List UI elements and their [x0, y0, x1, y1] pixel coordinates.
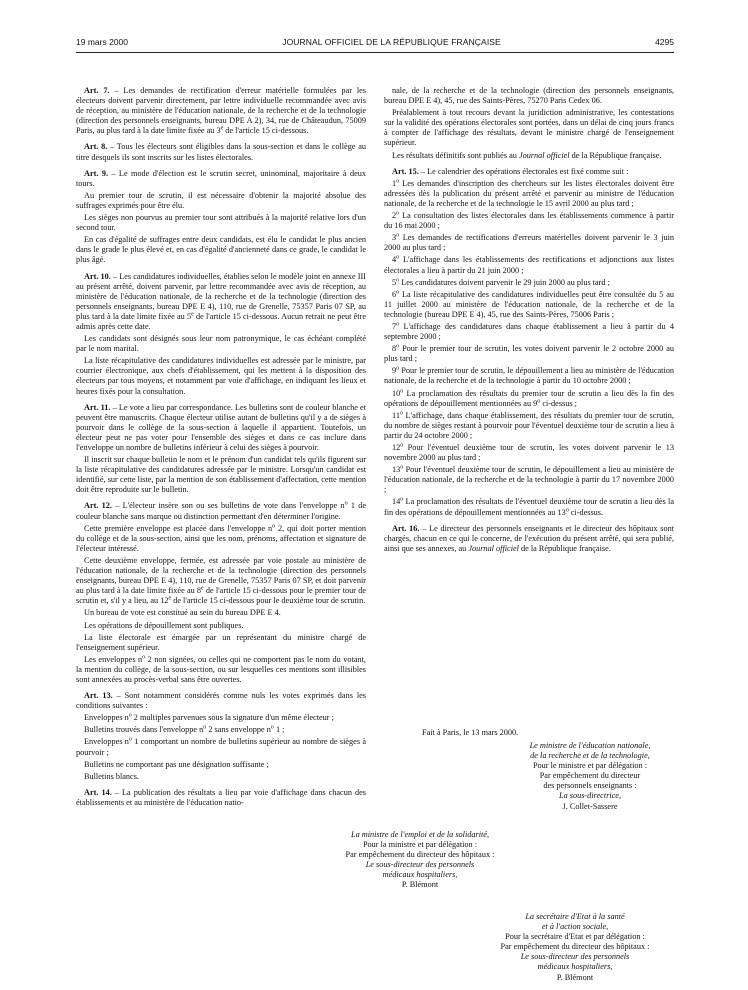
- article-label: Art. 8.: [84, 142, 108, 152]
- article-label: Art. 10.: [84, 271, 111, 281]
- right-paragraph: [384, 167, 674, 177]
- paragraph-text: En cas d'égalité de suffrages entre deux candidats, est élu le candidat le plus ancien dans le grade le plus élevé et, en cas d'égalité d'ancienneté dans ce grade, le candidat le plus âgé.: [76, 235, 366, 265]
- right-paragraph: [384, 108, 674, 148]
- right-paragraph: [384, 290, 674, 320]
- left-paragraph: [76, 235, 366, 265]
- paragraph-text: – L'électeur insère son ou ses bulletins de vote dans l'enveloppe $n^o$ 1 de couleur blanche sans marque ou distinction permettant d'en déterminer l'origine.: [76, 500, 366, 521]
- left-paragraph: [76, 191, 366, 211]
- paragraph-text: Les candidats sont désignés sous leur nom patronymique, le cas échéant complété par le nom marital.: [76, 334, 366, 354]
- paragraph-text: – Les demandes de rectification d'erreur matérielle formulées par les électeurs doivent parvenir directement, par lettre individuelle recommandée avec avis de réception, au ministère de l'éducation nationale, de la recherche et de la technologie (direction des personnels enseignants, bureau DPE A 2), 34, rue de Châteaudun, 75009 Paris, au plus tard à la date limite fixée au 3e de l'article 15 ci-dessous.: [76, 86, 366, 136]
- paragraph-text: – Le mode d'élection est le scrutin secret, uninominal, majoritaire à deux tours.: [76, 168, 366, 188]
- left-paragraph: [76, 356, 366, 396]
- paragraph-text: 3$^o$ Les demandes de rectifications d'erreurs matérielles doivent parvenir le 3 juin 2000 au plus tard ;: [384, 232, 674, 253]
- page-header: [76, 35, 674, 49]
- signature-line: La ministre de l'emploi et de la solidarité,: [350, 830, 490, 839]
- right-paragraph: [384, 411, 674, 441]
- paragraph-text: – Les candidatures individuelles, établies selon le modèle joint en annexe III au présent arrêté, doivent parvenir, par lettre recommandée avec avis de réception, au ministère de l'éducation nationale, de la recherche et de la technologie (direction des personnels enseignants, bureau DPE E 4), 110, rue de Grenelle, 75357 Paris 07 SP, au plus tard à la date limite fixée au 5e de l'article 15 ci-dessous. Aucun retrait ne peut être admis après cette date.: [76, 271, 366, 331]
- paragraph-text: 12$^o$ Pour l'éventuel deuxième tour de scrutin, les votes doivent parvenir le 13 novembre 2000 au plus tard ;: [384, 442, 674, 463]
- right-paragraph: [384, 524, 674, 554]
- signature-line: J. Collet-Sassere: [562, 801, 618, 811]
- left-paragraph: [76, 633, 366, 653]
- paragraph-text: 7$^o$ L'affichage des candidatures dans chaque établissement a lieu à partir du 4 septembre 2000 ;: [384, 321, 674, 342]
- left-paragraph: [76, 621, 366, 631]
- italic-text: Journal officiel: [518, 150, 570, 160]
- article-label: Art. 15.: [392, 166, 419, 176]
- left-paragraph: [76, 713, 366, 723]
- paragraph-text: – Le vote a lieu par correspondance. Les bulletins sont de couleur blanche et peuvent être manuscrits. Chaque électeur utilise autant de bulletins qu'il y a de sièges à pourvoir dans le collège de la sous-section à laquelle il appartient. Toutefois, un électeur peut ne pas voter pour l'ensemble des sièges et dans ce cas inclure dans l'enveloppe un nombre de bulletins inférieur à celui des sièges à pourvoir.: [76, 402, 366, 452]
- paragraph-text: – Tous les électeurs sont éligibles dans la sous-section et dans le collège au titre desquels ils sont inscrits sur les listes électorales.: [76, 142, 366, 162]
- right-paragraph: [384, 344, 674, 364]
- article-label: Art. 14.: [84, 787, 112, 797]
- paragraph-text: 8$^o$ Pour le premier tour de scrutin, les votes doivent parvenir le 2 octobre 2000 au plus tard ;: [384, 343, 674, 364]
- article-label: Art. 13.: [84, 691, 113, 701]
- paragraph-text: Les enveloppes $n^o$ 2 non signées, ou celles qui ne comportent pas le nom du votant, la mention du collège, de la sous-section, ou sur lesquelles ces mentions sont illisibles sont annexées au procès-verbal sans être ouvertes.: [76, 654, 366, 684]
- left-paragraph: [76, 86, 366, 136]
- right-paragraph: [384, 151, 674, 161]
- paragraph-text: nale, de la recherche et de la technologie (direction des personnels enseignants, bureau DPE E 4), 45, rue des Saints-Pères, 75270 Paris Cedex 06.: [384, 86, 674, 106]
- signature-line: Le ministre de l'éducation nationale,: [529, 741, 651, 750]
- signature-line: et à l'action sociale,: [541, 922, 609, 932]
- signature-line: médicaux hospitaliers,: [382, 870, 458, 880]
- right-paragraph: [384, 211, 674, 231]
- signature-line: Pour le ministre et par délégation :: [532, 761, 648, 771]
- signature-line: Le sous-directeur des personnels: [520, 952, 630, 962]
- signature-minister-employment: [290, 830, 550, 891]
- right-paragraph: [384, 233, 674, 253]
- paragraph-text: 10$^o$ La proclamation des résultats du premier tour de scrutin a lieu dès la fin des opérations de dépouillement mentionnées au 9$^o$ ci-dessus ;: [384, 387, 674, 408]
- left-paragraph: [76, 334, 366, 354]
- paragraph-text-after: de la République française.: [569, 150, 662, 160]
- article-label: Art. 16.: [392, 523, 420, 533]
- paragraph-text: Bulletins trouvés dans l'enveloppe $n^o$ 2 sans enveloppe $n^o$ 1 ;: [84, 724, 285, 735]
- left-paragraph: [76, 403, 366, 453]
- header-title: JOURNAL OFFICIEL DE LA RÉPUBLIQUE FRANÇAISE: [282, 37, 501, 47]
- left-paragraph: [76, 608, 366, 618]
- paragraph-text: Enveloppes $n^o$ 2 multiples parvenues sous la signature d'un même électeur ;: [84, 712, 334, 723]
- paragraph-text: Au premier tour de scrutin, il est nécessaire d'obtenir la majorité absolue des suffrages exprimés pour être élu.: [76, 190, 366, 210]
- left-paragraph: [76, 737, 366, 757]
- right-paragraph: [384, 255, 674, 275]
- signature-line: des personnels enseignants :: [543, 781, 637, 791]
- right-paragraph: [384, 86, 674, 106]
- paragraph-text: – Sont notamment considérés comme nuls les votes exprimés dans les conditions suivantes :: [76, 691, 366, 711]
- left-paragraph: [76, 725, 366, 735]
- right-paragraph: [384, 497, 674, 517]
- signature-line: La sous-directrice,: [558, 791, 622, 801]
- header-rule: [76, 52, 674, 53]
- left-paragraph: [76, 760, 366, 770]
- done-at: Fait à Paris, le 13 mars 2000.: [422, 728, 519, 737]
- paragraph-text: 4$^o$ L'affichage dans les établissements des rectifications et adjonctions aux listes électorales a lieu à partir du 21 juin 2000 ;: [384, 254, 674, 275]
- paragraph-text: Les opérations de dépouillement sont publiques.: [84, 620, 244, 630]
- left-paragraph: [76, 788, 366, 808]
- paragraph-text: Bulletins ne comportant pas une désignation suffisante ;: [84, 759, 269, 769]
- paragraph-text: 11$^o$ L'affichage, dans chaque établissement, des résultats du premier tour de scrutin, du nombre de sièges restant à pourvoir pour l'éventuel deuxième tour de scrutin a lieu à partir du 24 octobre 2000 ;: [384, 409, 674, 440]
- signature-line: Par empêchement du directeur des hôpitaux :: [345, 850, 495, 860]
- paragraph-text: 14$^o$ La proclamation des résultats de l'éventuel deuxième tour de scrutin a lieu dès la fin des opérations de dépouillement mentionnées au 13$^o$ ci-dessus.: [384, 496, 674, 517]
- signature-secretary-health: [470, 912, 680, 983]
- header-page-number: 4295: [655, 37, 674, 47]
- paragraph-text: Les sièges non pourvus au premier tour sont attribués à la majorité relative lors d'un second tour.: [76, 213, 366, 233]
- left-paragraph: [76, 272, 366, 333]
- signature-minister-education: [470, 741, 710, 812]
- paragraph-text: La liste récapitulative des candidatures individuelles est adressée par le ministre, par courrier électronique, aux chefs d'établissement, qui les mettent à la disposition des électeurs par tous moyens, et notamment par voie d'affichage, en indiquant les lieux et heures fixés pour la consultation.: [76, 356, 366, 396]
- left-paragraph: [76, 455, 366, 495]
- paragraph-text: 1$^o$ Les demandes d'inscription des chercheurs sur les listes électorales doivent être adressées dès la publication du présent arrêté et parvenir au ministre de l'éducation nationale, de la recherche et de la technologie le 15 avril 2000 au plus tard ;: [384, 178, 674, 208]
- signature-line: Le sous-directeur des personnels: [365, 860, 475, 870]
- signature-line: médicaux hospitaliers,: [537, 962, 613, 972]
- signature-line: Pour la secrétaire d'Etat et par délégation :: [505, 932, 645, 942]
- paragraph-text: Bulletins blancs.: [84, 771, 139, 781]
- paragraph-text: Préalablement à tout recours devant la juridiction administrative, les contestations sur la validité des opérations électorales sont portées, dans un délai de cinq jours francs à compter de l'affichage des résultats, devant le ministre chargé de l'enseignement supérieur.: [384, 108, 674, 148]
- article-label: Art. 7.: [84, 86, 110, 95]
- right-paragraph: [384, 179, 674, 209]
- paragraph-text: Cette deuxième enveloppe, fermée, est adressée par voie postale au ministère de l'éducation nationale, de la recherche et de la technologie (direction des personnels enseignants, bureau DPE E 4), 110, rue de Grenelle, 75357 Paris 07 SP, et doit parvenir au plus tard à la date limite fixée au 8e de l'article 15 ci-dessous pour le premier tour de scrutin et, s'il y a lieu, au 12e de l'article 15 ci-dessous pour le deuxième tour de scrutin.: [76, 555, 366, 606]
- paragraph-text-after: de la République française.: [518, 543, 611, 553]
- paragraph-text: La liste électorale est émargée par un représentant du ministre chargé de l'enseignement supérieur.: [76, 632, 366, 652]
- paragraph-text: – La publication des résultats a lieu par voie d'affichage dans chacun des établissements et au ministère de l'éducation natio-: [76, 787, 366, 807]
- paragraph-text: 2$^o$ La consultation des listes électorales dans les établissements commence à partir du 16 mai 2000 ;: [384, 210, 674, 231]
- paragraph-text: 13$^o$ Pour l'éventuel deuxième tour de scrutin, le dépouillement a lieu au ministère de l'éducation nationale, de la recherche et de la technologie à partir du 17 novembre 2000 ;: [384, 464, 674, 495]
- signature-line: Par empêchement du directeur: [539, 771, 641, 781]
- signature-line: Pour la ministre et par délégation :: [362, 840, 478, 850]
- left-column: [76, 86, 366, 810]
- left-paragraph: [76, 772, 366, 782]
- paragraph-text: – Le calendrier des opérations électorales est fixé comme suit :: [418, 166, 629, 176]
- left-paragraph: [76, 655, 366, 685]
- left-paragraph: [76, 169, 366, 189]
- paragraph-text: Les résultats définitifs sont publiés au: [392, 150, 519, 160]
- right-paragraph: [384, 389, 674, 409]
- italic-text: Journal officiel: [468, 543, 519, 553]
- article-label: Art. 12.: [84, 501, 112, 511]
- left-paragraph: [76, 142, 366, 162]
- paragraph-text: – Le directeur des personnels enseignants et le directeur des hôpitaux sont chargés, chacun en ce qui le concerne, de l'exécution du présent arrêté, qui sera publié, ainsi que ses annexes, au: [384, 523, 674, 553]
- paragraph-text: 5$^o$ Les candidatures doivent parvenir le 29 juin 2000 au plus tard ;: [392, 276, 610, 287]
- right-paragraph: [384, 443, 674, 463]
- signature-line: P. Blémont: [401, 880, 439, 890]
- right-paragraph: [384, 366, 674, 386]
- right-paragraph: [384, 278, 674, 288]
- paragraph-text: Enveloppes $n^o$ 1 comportant un nombre de bulletins supérieur au nombre de sièges à pourvoir ;: [76, 736, 366, 757]
- paragraph-text: Cette première enveloppe est placée dans l'enveloppe $n^o$ 2, qui doit porter mention du collège et de la sous-section, ainsi que les nom, prénoms, affectation et signature de l'électeur intéressé.: [76, 522, 366, 553]
- right-column: [384, 86, 674, 556]
- header-date: 19 mars 2000: [76, 37, 128, 47]
- signature-line: Par empêchement du directeur des hôpitaux :: [500, 942, 650, 952]
- article-label: Art. 9.: [84, 168, 109, 178]
- right-paragraph: [384, 322, 674, 342]
- article-label: Art. 11.: [84, 402, 111, 412]
- right-paragraph: [384, 465, 674, 495]
- left-paragraph: [76, 556, 366, 606]
- paragraph-text: Un bureau de vote est constitué au sein du bureau DPE E 4.: [84, 608, 281, 618]
- signature-line: La secrétaire d'Etat à la santé: [525, 912, 625, 921]
- paragraph-text: 9$^o$ Pour le premier tour de scrutin, le dépouillement a lieu au ministère de l'éducation nationale, de la recherche et de la technologie à partir du 10 octobre 2000 ;: [384, 365, 674, 386]
- paragraph-text: 6$^o$ La liste récapitulative des candidatures individuelles peut être consultée du 5 au 11 juillet 2000 au ministère de l'éducation nationale, de la recherche et de la technologie (bureau DPE E 4), 45, rue des Saints-Pères, 75006 Paris ;: [384, 288, 674, 319]
- signature-line: P. Blémont: [556, 972, 594, 982]
- left-paragraph: [76, 213, 366, 233]
- signature-line: de la recherche et de la technologie,: [530, 751, 650, 761]
- left-paragraph: [76, 501, 366, 521]
- left-paragraph: [76, 524, 366, 554]
- left-paragraph: [76, 691, 366, 711]
- paragraph-text: Il inscrit sur chaque bulletin le nom et le prénom d'un candidat tels qu'ils figurent sur la liste récapitulative des candidatures adressée par le ministre. Lorsqu'un candidat est identifié, sur cette liste, par la mention de son établissement d'affectation, cette mention doit être reproduite sur le bulletin.: [76, 455, 366, 495]
